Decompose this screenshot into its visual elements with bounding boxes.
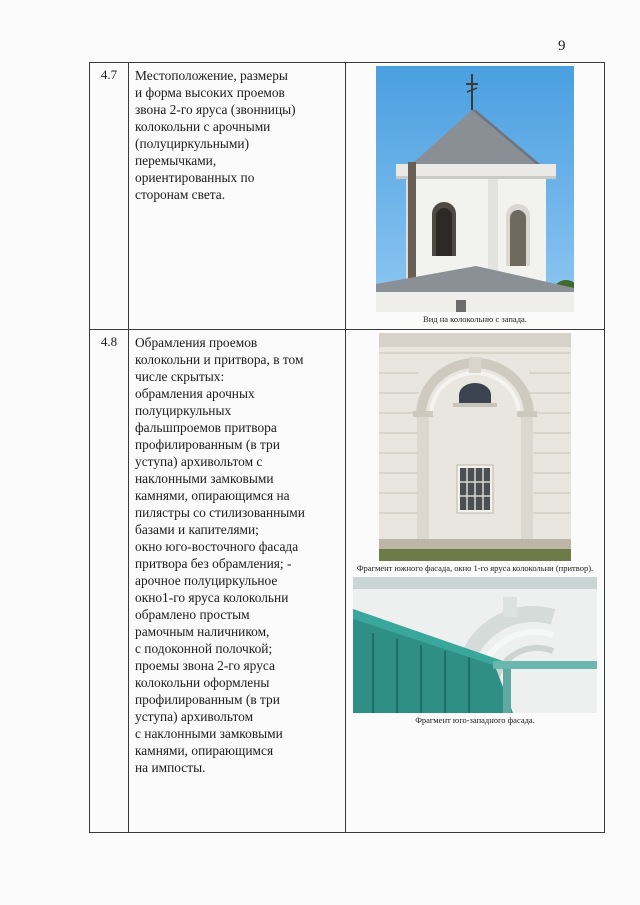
row-number: 4.8 bbox=[90, 330, 129, 833]
bell-tower-west-photo bbox=[376, 66, 574, 312]
photo-caption: Вид на колокольню с запада. bbox=[423, 314, 527, 324]
photo-caption: Фрагмент юго-западного фасада. bbox=[415, 715, 535, 725]
photo-cell bbox=[346, 330, 605, 833]
table-row bbox=[90, 63, 605, 330]
table-row bbox=[90, 330, 605, 833]
photo-cell bbox=[346, 63, 605, 330]
southwest-facade-photo bbox=[353, 577, 597, 713]
row-description: Местоположение, размеры и форма высоких проемов звона 2-го яруса (звонницы) колокольни с арочными (полуциркульными) перемычками, ориентированных по сторонам света. bbox=[129, 63, 346, 330]
page-number: 9 bbox=[558, 38, 566, 54]
row-description: Обрамления проемов колокольни и притвора, в том числе скрытых: обрамления арочных полуциркульных фальшпроемов притвора профилированным (в три уступа) архивольтом с наклонными замковыми камнями, опирающимся на пилястры со стилизованными базами и капителями; окно юго-восточного фасада притвора без обрамления; - арочное полуциркульное окно1-го яруса колокольни обрамлено простым рамочным наличником, с подоконной полочкой; проемы звона 2-го яруса колокольни оформлены профилированным (в три уступа) архивольтом с наклонными замковыми камнями, опирающимся на импосты. bbox=[129, 330, 346, 833]
inventory-table bbox=[89, 62, 605, 833]
south-facade-photo bbox=[379, 333, 571, 561]
row-number: 4.7 bbox=[90, 63, 129, 330]
photo-caption: Фрагмент южного фасада, окно 1-го яруса колокольни (притвор). bbox=[356, 563, 594, 573]
